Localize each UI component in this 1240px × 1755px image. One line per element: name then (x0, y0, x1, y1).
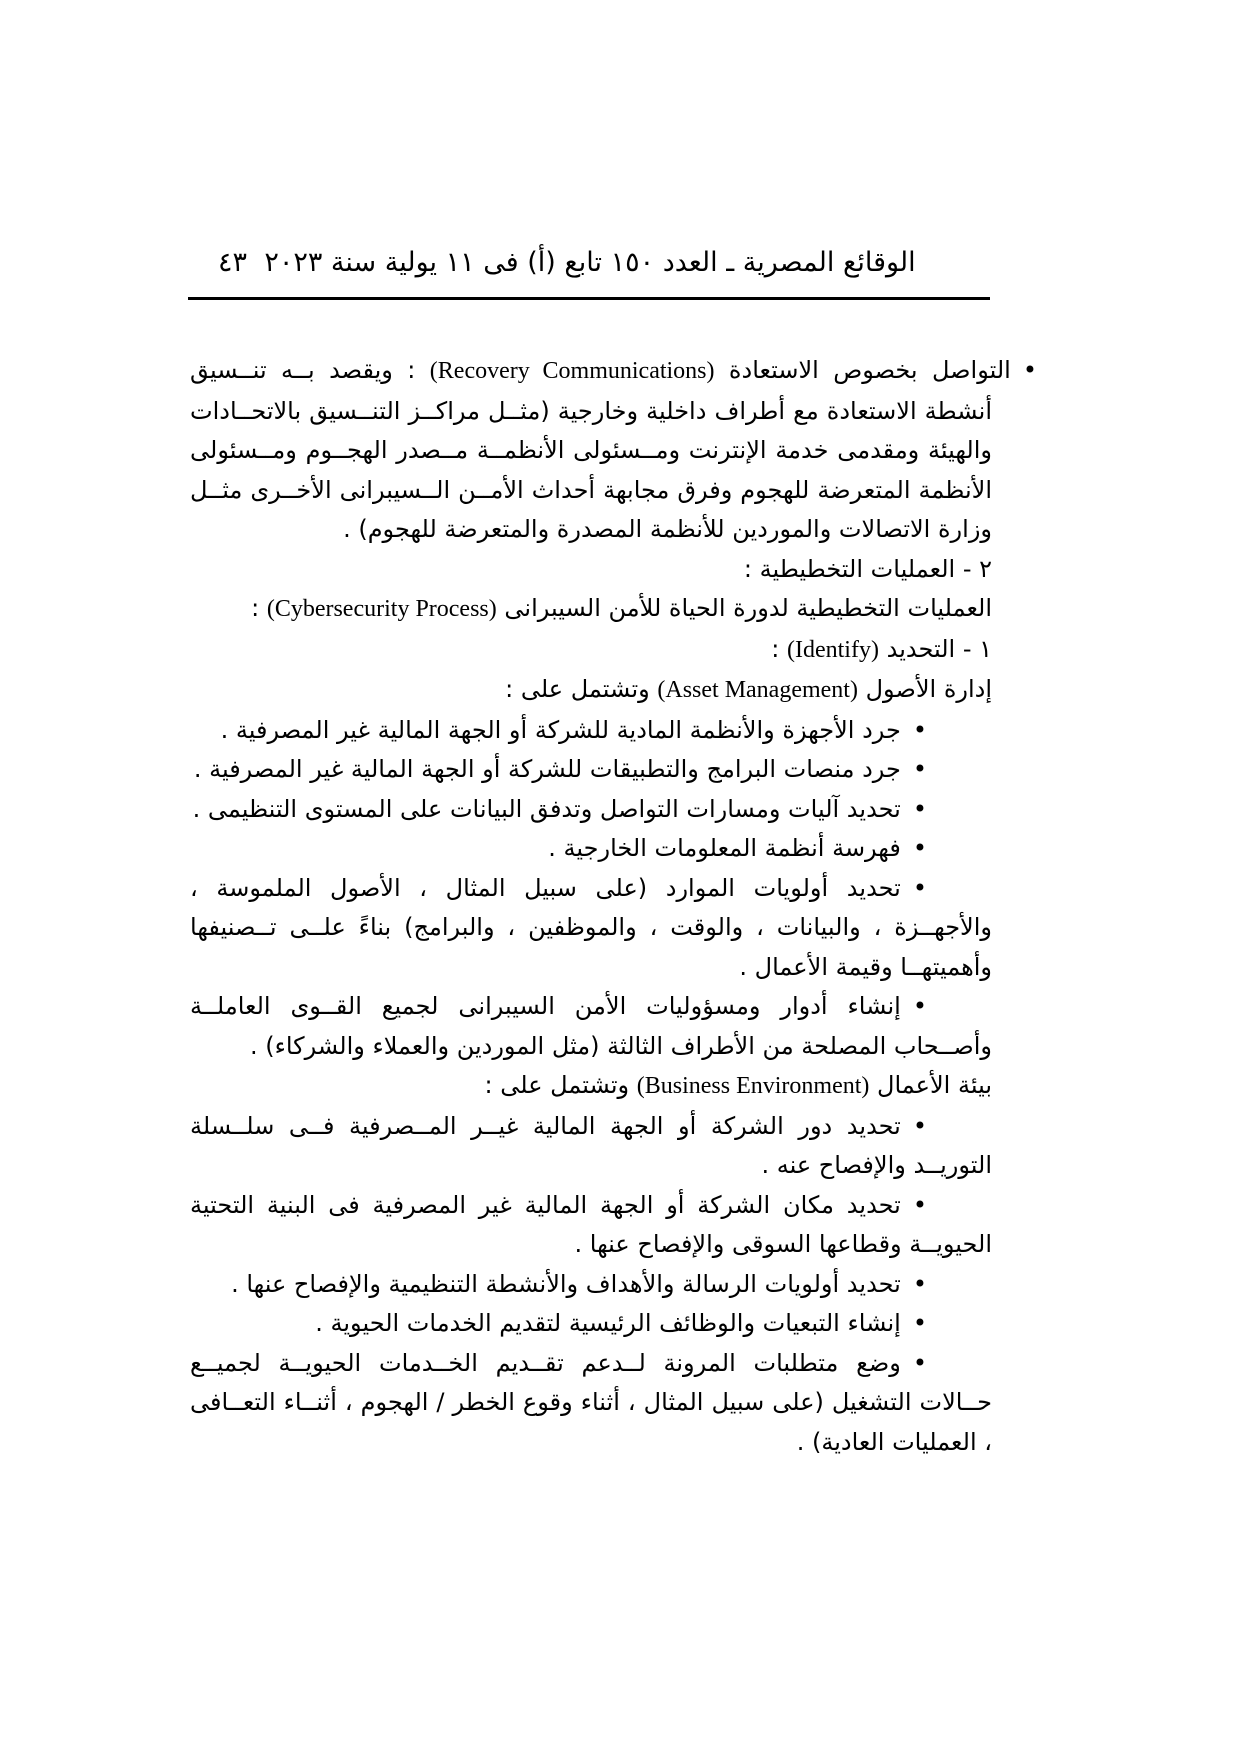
subheading-text-arabic: إدارة الأصول (857, 675, 992, 703)
bullet-icon: • (912, 992, 927, 1020)
list-item-text: تحديد آليات ومسارات التواصل وتدفق البيانات على المستوى التنظيمى . (192, 794, 901, 823)
bullet-icon: • (912, 873, 927, 902)
list-item-text: تحديد أولويات الموارد (على سبيل المثال ، الأصول الملموسة ، والأجهــزة ، والبيانات ، والوقت ، والموظفين ، والبرامج) بناءً علــى تــصنيفها وأهميتهــا وقيمة الأعمال . (190, 873, 992, 981)
latin-term-recovery-communications: (Recovery Communications) (429, 358, 715, 384)
list-item-text: تحديد أولويات الرسالة والأهداف والأنشطة التنظيمية والإفصاح عنها . (231, 1269, 901, 1298)
page-number: ٤٣ (218, 247, 248, 278)
business-list-item (190, 1186, 992, 1265)
latin-term-business-environment: (Business Environment) (636, 1073, 870, 1099)
paragraph-text-arabic: التواصل بخصوص الاستعادة (714, 356, 1011, 384)
bullet-icon: • (912, 834, 927, 862)
subheading-asset-management (190, 670, 992, 711)
latin-term-identify: (Identify) (786, 636, 879, 663)
bullet-icon: • (912, 755, 927, 783)
bullet-icon: • (912, 715, 927, 744)
bullet-icon: • (912, 1309, 927, 1337)
intro-text-arabic: العمليات التخطيطية لدورة الحياة للأمن السيبرانى (496, 594, 992, 622)
heading-text-arabic: ١ - التحديد (878, 634, 992, 663)
asset-list-item (190, 750, 992, 790)
business-list-item (190, 1265, 992, 1305)
business-environment-list (190, 1107, 992, 1463)
bullet-icon: • (1022, 356, 1038, 384)
subheading-business-environment (190, 1066, 992, 1107)
list-item-text: إنشاء التبعيات والوظائف الرئيسية لتقديم الخدمات الحيوية . (315, 1309, 901, 1337)
asset-list-item (190, 790, 992, 830)
business-list-item (190, 1107, 992, 1186)
asset-list-item (190, 987, 992, 1066)
paragraph-text-arabic: : ويقصد بــه تنــسيق أنشطة الاستعادة مع أطراف داخلية وخارجية (مثــل مراكــز التنــسيق بالاتحــادات والهيئة ومقدمى خدمة الإنترنت ومــسئولى الأنظمــة مــصدر الهجــوم ومــسئولى الأنظمة المتعرضة للهجوم وفرق مجابهة أحداث الأمــن الــسيبرانى الأخــرى مثــل وزارة الاتصالات والموردين للأنظمة المصدرة والمتعرضة للهجوم) . (190, 356, 992, 543)
bullet-icon: • (912, 1269, 927, 1298)
bullet-icon: • (912, 794, 927, 823)
subheading-text-arabic: بيئة الأعمال (869, 1071, 992, 1099)
list-item-text: جرد الأجهزة والأنظمة المادية للشركة أو الجهة المالية غير المصرفية . (220, 715, 901, 744)
intro-text-arabic: : (251, 594, 267, 622)
list-item-text: إنشاء أدوار ومسؤوليات الأمن السيبرانى لجميع القــوى العاملــة وأصــحاب المصلحة من الأطراف الثالثة (مثل الموردين والعملاء والشركاء) . (190, 992, 992, 1060)
asset-list-item (190, 829, 992, 869)
heading-planning-operations: ٢ - العمليات التخطيطية : (743, 554, 992, 583)
bullet-icon: • (912, 1190, 927, 1219)
subheading-text-arabic: وتشتمل على : (505, 675, 658, 703)
latin-term-cybersecurity-process: (Cybersecurity Process) (266, 596, 497, 622)
latin-term-asset-management: (Asset Management) (657, 677, 858, 703)
header-title: الوقائع المصرية ـ العدد ١٥٠ تابع (أ) فى ١١ يولية سنة ٢٠٢٣ (264, 247, 916, 278)
asset-list-item (190, 711, 992, 751)
bullet-icon: • (912, 1111, 927, 1140)
business-list-item (190, 1304, 992, 1344)
heading-text-arabic: : (771, 634, 787, 663)
asset-list-item (190, 869, 992, 988)
intro-cybersecurity-process (190, 589, 992, 630)
list-item-text: تحديد دور الشركة أو الجهة المالية غيــر المــصرفية فــى سلــسلة التوريــد والإفصاح عنه . (190, 1111, 992, 1179)
bullet-icon: • (912, 1348, 927, 1377)
paragraph-recovery-communications (190, 351, 1038, 550)
list-item-text: تحديد مكان الشركة أو الجهة المالية غير المصرفية فى البنية التحتية الحيويــة وقطاعها السوقى والإفصاح عنها . (190, 1190, 992, 1258)
business-list-item (190, 1344, 992, 1463)
document-body (190, 351, 1038, 1462)
list-item-text: وضع متطلبات المرونة لــدعم تقــديم الخــدمات الحيويــة لجميــع حــالات التشغيل (على سبيل المثال ، أثناء وقوع الخطر / الهجوم ، أثنــاء التعــافى ، العمليات العادية) . (190, 1348, 992, 1456)
heading-identify (190, 630, 992, 671)
asset-management-list (190, 711, 992, 1067)
list-item-text: فهرسة أنظمة المعلومات الخارجية . (548, 834, 901, 862)
header-rule (188, 297, 990, 300)
list-item-text: جرد منصات البرامج والتطبيقات للشركة أو الجهة المالية غير المصرفية . (193, 755, 901, 783)
subheading-text-arabic: وتشتمل على : (484, 1071, 637, 1099)
page-header (190, 246, 990, 280)
